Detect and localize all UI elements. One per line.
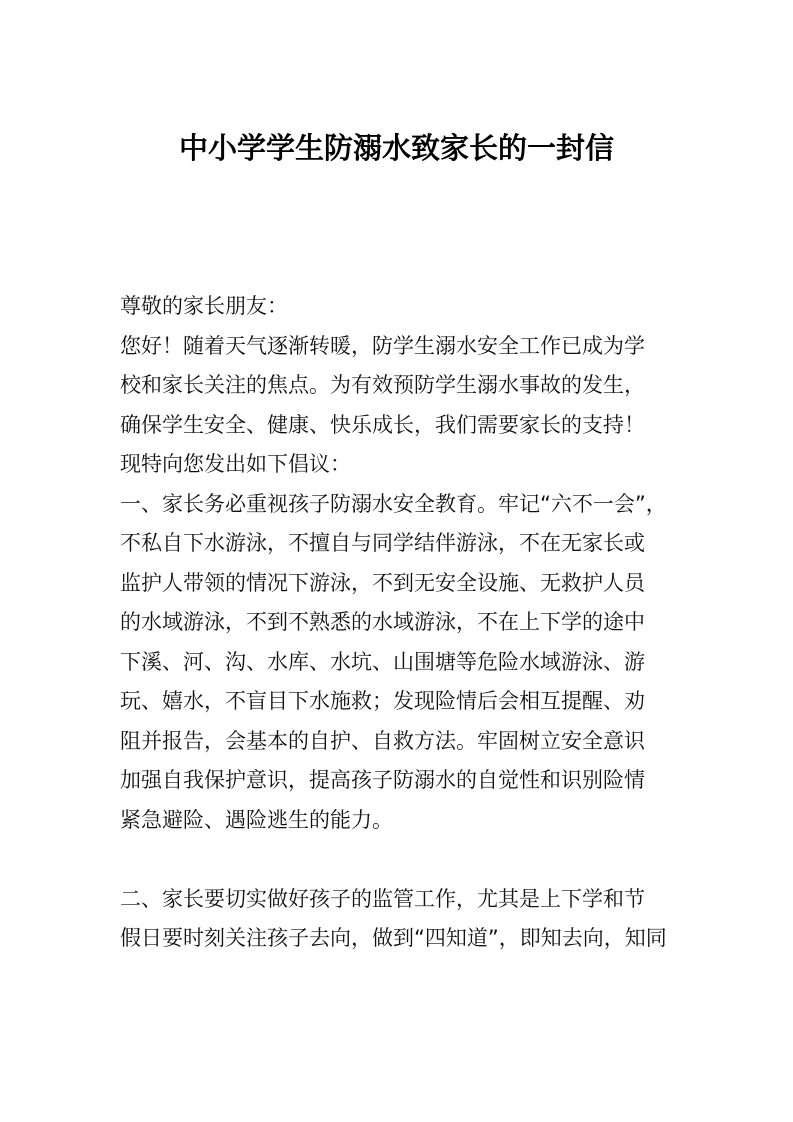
letter-body — [120, 287, 680, 959]
paragraph-line: 二、家长要切实做好孩子的监管工作，尤其是上下学和节 — [120, 886, 645, 911]
paragraph-line: 不私自下水游泳，不擅自与同学结伴游泳，不在无家长或 — [120, 531, 645, 555]
paragraph-line: 一、家长务必重视孩子防溺水安全教育。牢记“六不一会”， — [120, 491, 667, 516]
paragraph-line: 紧急避险、遇险逃生的能力。 — [120, 807, 393, 832]
paragraph-line: 下溪、河、沟、水库、水坑、山围塘等危险水域游泳、游 — [120, 649, 645, 674]
paragraph-line: 校和家长关注的焦点。为有效预防学生溺水事故的发生， — [120, 373, 645, 397]
paragraph-line: 玩、嬉水，不盲目下水施救；发现险情后会相互提醒、劝 — [120, 689, 645, 713]
paragraph-line: 阻并报告，会基本的自护、自救方法。牢固树立安全意识 — [120, 728, 645, 753]
salutation: 尊敬的家长朋友： — [120, 294, 288, 318]
paragraph-spacer — [120, 840, 680, 880]
paragraph-line: 假日要时刻关注孩子去向，做到“四知道”，即知去向，知同 — [120, 926, 667, 950]
paragraph-line: 现特向您发出如下倡议： — [120, 452, 351, 476]
paragraph-line: 加强自我保护意识，提高孩子防溺水的自觉性和识别险情 — [120, 768, 645, 792]
paragraph-line: 的水域游泳，不到不熟悉的水域游泳，不在上下学的途中 — [120, 610, 645, 634]
document-title: 中小学学生防溺水致家长的一封信 — [178, 131, 614, 165]
paragraph-line: 确保学生安全、健康、快乐成长，我们需要家长的支持！ — [120, 412, 645, 437]
paragraph-line: 监护人带领的情况下游泳，不到无安全设施、无救护人员 — [120, 570, 645, 595]
paragraph-line: 您好！随着天气逐渐转暖，防学生溺水安全工作已成为学 — [120, 333, 645, 358]
